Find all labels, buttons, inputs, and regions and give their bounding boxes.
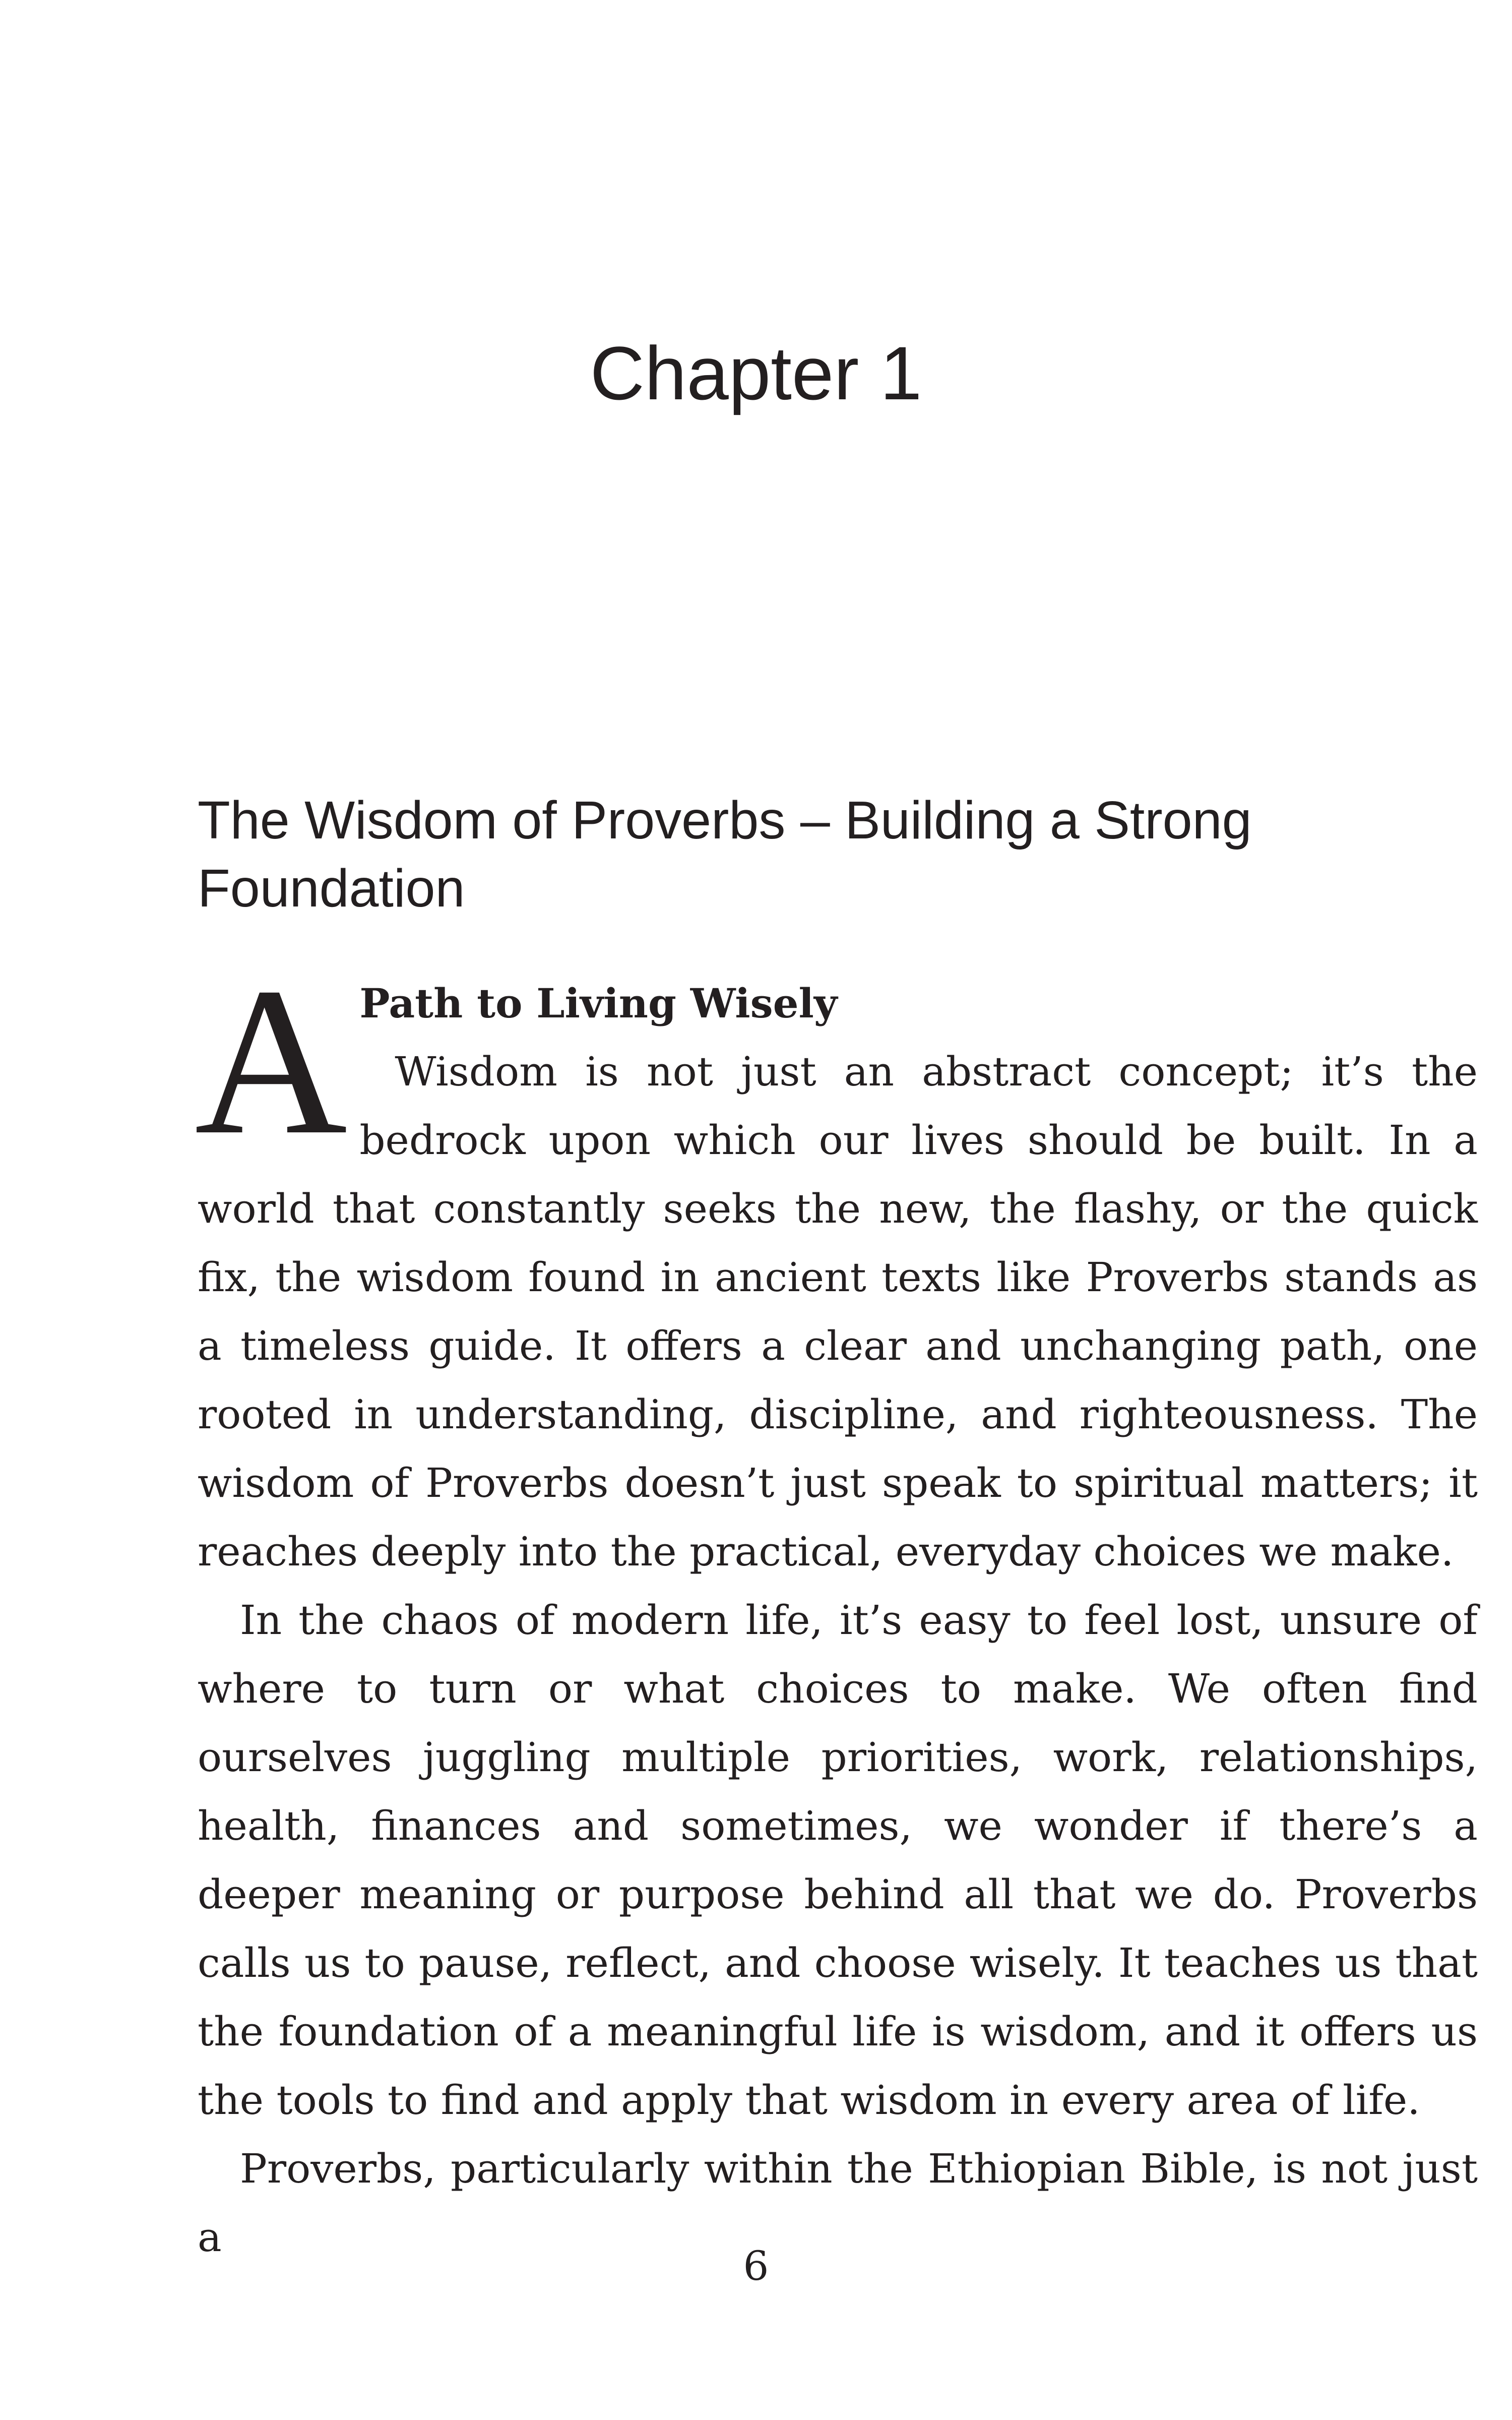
drop-cap: A — [195, 944, 348, 1178]
chapter-heading: Chapter 1 — [590, 331, 922, 415]
subheading: Path to Living Wisely — [359, 980, 838, 1027]
paragraph: In the chaos of modern life, it’s easy to feel lost, unsure of where to turn or what choices to make. We often find ourselves juggling multiple priorities, work, relationships, health, finances and sometimes, we wonder if there’s a deeper meaning or purpose behind all that we do. Proverbs calls us to pause, reflect, and choose wisely. It teaches us that the foundation of a meaningful life is wisdom, and it offers us the tools to find and apply that wisdom in every area of life. — [198, 1597, 1478, 2124]
paragraph: Wisdom is not just an abstract concept; it’s the bedrock upon which our lives should be built. In a world that constantly seeks the new, the flashy, or the quick fix, the wisdom found in ancient texts like Proverbs stands as a timeless guide. It offers a clear and unchanging path, one rooted in understanding, discipline, and righteousness. The wisdom of Proverbs doesn’t just speak to spiritual matters; it reaches deeply into the practical, everyday choices we make. — [198, 1048, 1478, 1575]
section-title: The Wisdom of Proverbs – Building a Strong Foundation — [198, 791, 1252, 918]
page-number: 6 — [743, 2243, 769, 2289]
chapter-body — [195, 944, 1478, 2272]
paragraph: Proverbs, particularly within the Ethiopian Bible, is not just a — [198, 2145, 1478, 2261]
